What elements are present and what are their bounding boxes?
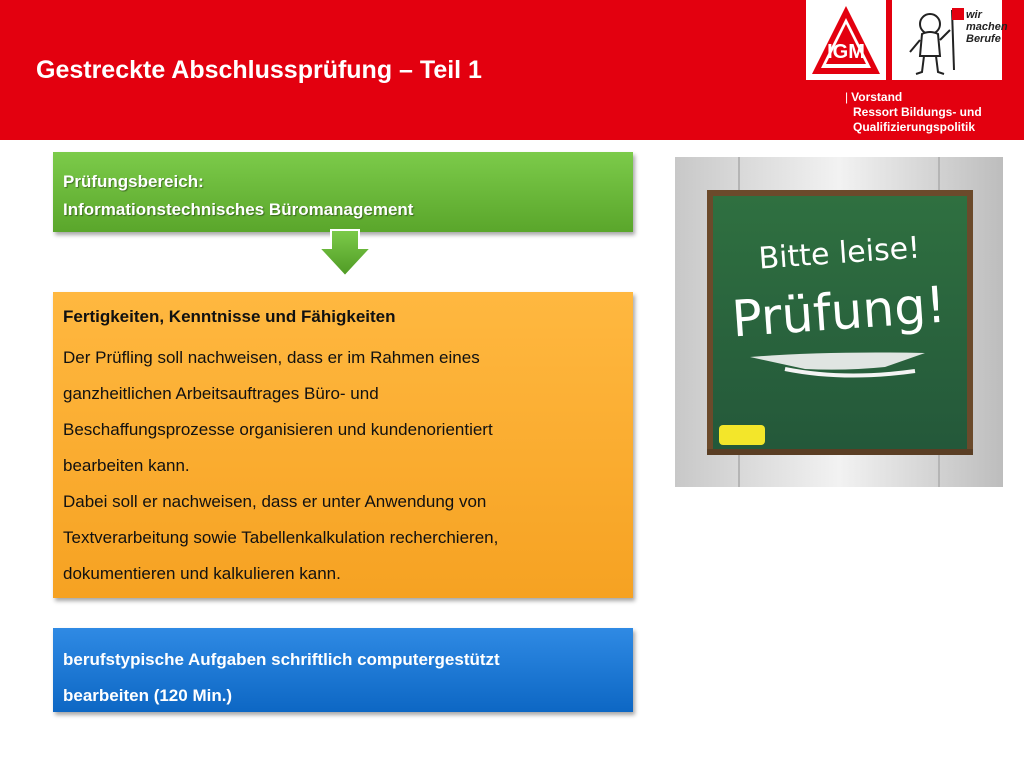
- skills-line: ganzheitlichen Arbeitsauftrages Büro- und: [63, 384, 379, 403]
- wir-machen-berufe-logo: [892, 0, 1008, 80]
- skills-line: Textverarbeitung sowie Tabellenkalkulation recherchieren,: [63, 528, 499, 547]
- page-title: Gestreckte Abschlussprüfung – Teil 1: [36, 56, 482, 84]
- skills-line: Beschaffungsprozesse organisieren und kundenorientiert: [63, 420, 493, 439]
- skills-line: Dabei soll er nachweisen, dass er unter Anwendung von: [63, 492, 487, 511]
- task-line: berufstypische Aufgaben schriftlich computergestützt: [63, 650, 500, 669]
- exam-area-name: Informationstechnisches Büromanagement: [63, 200, 414, 219]
- skills-box: [53, 292, 633, 598]
- ig-logo-text: IGM: [827, 41, 865, 63]
- arrow-down-icon: [319, 230, 371, 278]
- skills-line: dokumentieren und kalkulieren kann.: [63, 564, 341, 583]
- wmb-logo-line-2: machen: [966, 21, 1008, 33]
- chalk-line-2: Prüfung!: [729, 275, 948, 349]
- task-line: bearbeiten (120 Min.): [63, 686, 233, 705]
- ig-metall-logo: [806, 0, 886, 80]
- org-info: [845, 90, 982, 135]
- skills-line: bearbeiten kann.: [63, 456, 190, 475]
- org-line-1: Vorstand: [851, 90, 903, 104]
- exam-area-box: [53, 152, 633, 232]
- exam-area-label: Prüfungsbereich:: [63, 172, 204, 191]
- org-line-2: Ressort Bildungs- und: [853, 105, 982, 119]
- wmb-logo-line-3: Berufe: [966, 33, 1001, 45]
- header-band: [0, 0, 1024, 140]
- chalk-line-1: Bitte leise!: [757, 230, 922, 277]
- task-box: [53, 628, 633, 712]
- wmb-logo-line-1: wir: [966, 9, 982, 21]
- skills-heading: Fertigkeiten, Kenntnisse und Fähigkeiten: [63, 307, 396, 326]
- org-line-3: Qualifizierungspolitik: [853, 120, 976, 134]
- skills-line: Der Prüfling soll nachweisen, dass er im Rahmen eines: [63, 348, 480, 367]
- chalkboard-illustration: [675, 157, 1003, 487]
- org-separator: |: [845, 90, 849, 104]
